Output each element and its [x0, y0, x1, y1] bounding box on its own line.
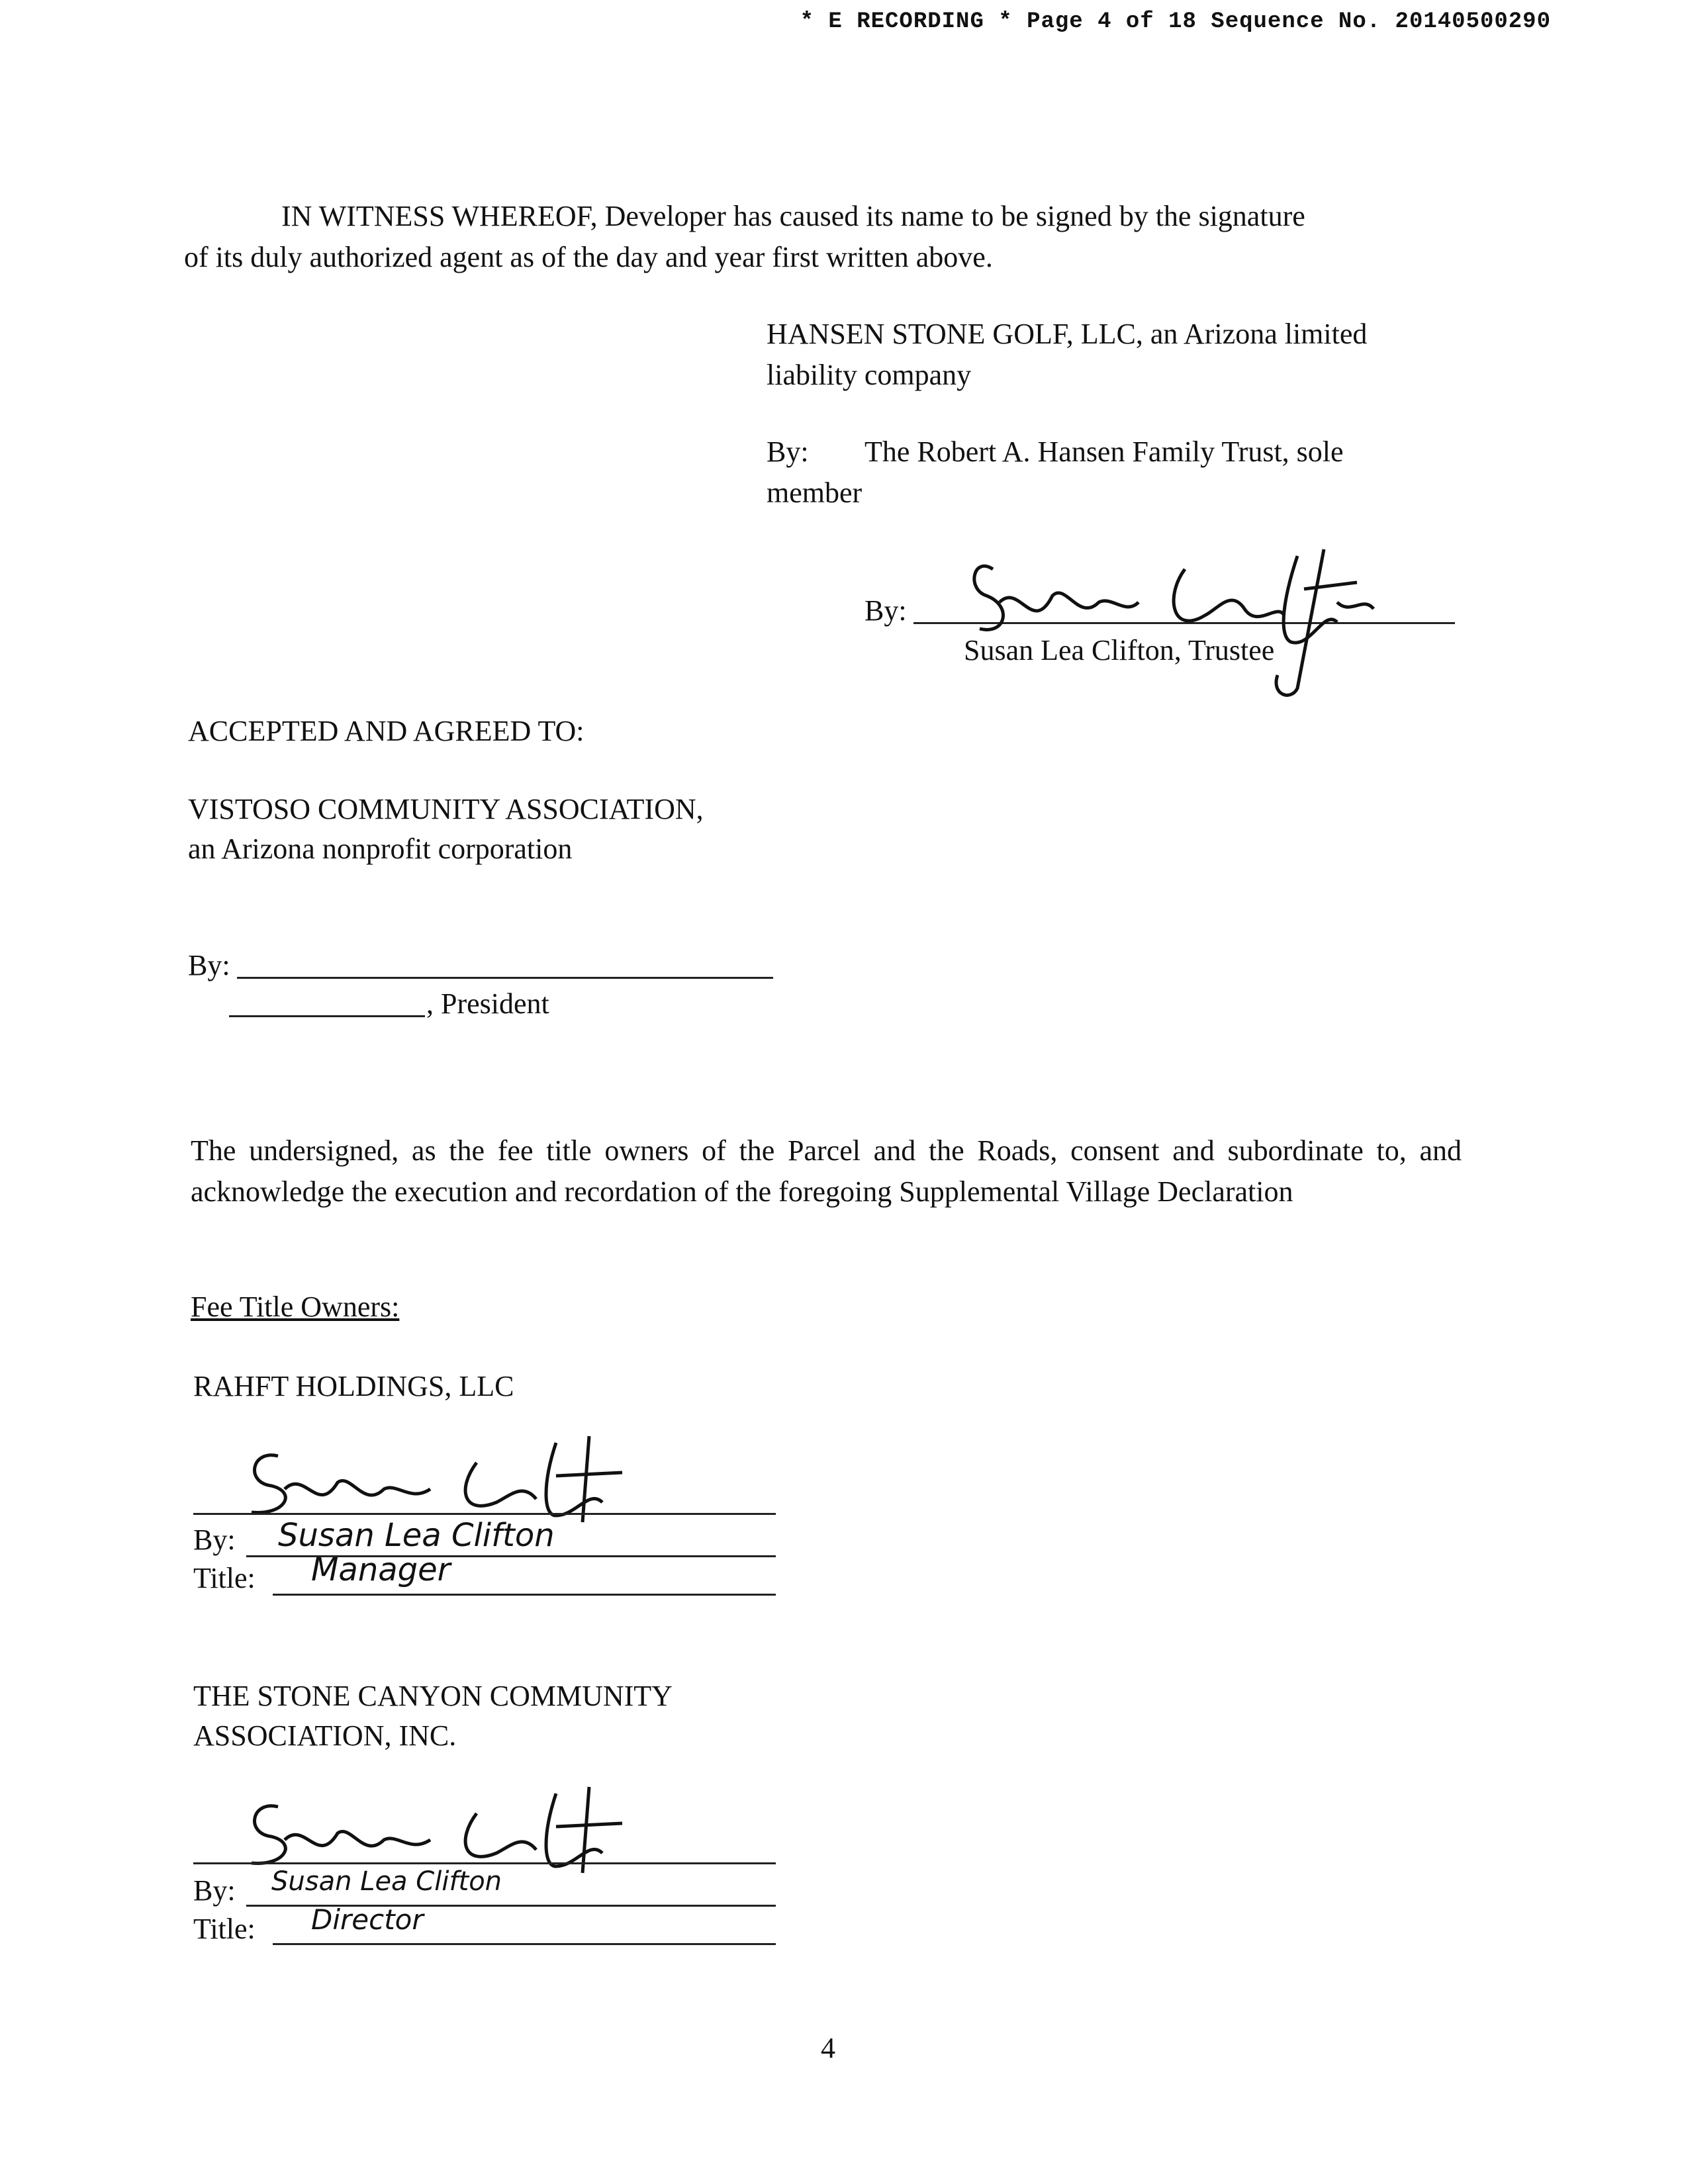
- accepted-by-label: By:: [188, 949, 230, 981]
- owner2-name-line-1: THE STONE CANYON COMMUNITY: [193, 1680, 673, 1712]
- owner1-by-handwritten: Susan Lea Clifton: [278, 1517, 555, 1554]
- witness-line-2: of its duly authorized agent as of the day and year first written above.: [184, 241, 993, 273]
- witness-line-1: IN WITNESS WHEREOF, Developer has caused its name to be signed by the signature: [281, 200, 1305, 232]
- developer-by-member-line-1: The Robert A. Hansen Family Trust, sole: [864, 435, 1344, 468]
- owner2-signature-line: [193, 1862, 776, 1864]
- owner1-title-label: Title:: [193, 1562, 256, 1594]
- owner2-title-label: Title:: [193, 1913, 256, 1945]
- owner2-by-label: By:: [193, 1874, 236, 1907]
- owner1-signature-line: [193, 1513, 776, 1515]
- owner1-title-line: [273, 1594, 776, 1596]
- owner2-title-handwritten: Director: [311, 1903, 424, 1936]
- consent-paragraph: The undersigned, as the fee title owners of the Parcel and the Roads, consent and subordinate to, and acknowledge the execution and recordation of the foregoing Supplemental Village Declaration: [191, 1134, 1462, 1208]
- developer-name-line-2: liability company: [767, 359, 972, 391]
- owner1-title-handwritten: Manager: [311, 1551, 451, 1588]
- owner2-title-line: [273, 1943, 776, 1945]
- accepted-name-blank: [229, 1015, 425, 1017]
- accepted-signature-line: [237, 977, 773, 979]
- accepted-title-suffix: , President: [426, 987, 549, 1020]
- accepted-org-line-2: an Arizona nonprofit corporation: [188, 833, 573, 865]
- page-number: 4: [821, 2032, 835, 2064]
- developer-by-label: By:: [767, 435, 809, 468]
- fee-owners-heading: Fee Title Owners:: [191, 1291, 400, 1323]
- owner1-by-label: By:: [193, 1524, 236, 1556]
- developer-signer-name: Susan Lea Clifton, Trustee: [964, 634, 1275, 666]
- developer-by-member-line-2: member: [767, 477, 863, 509]
- owner2-by-handwritten: Susan Lea Clifton: [271, 1866, 502, 1897]
- developer-signer-by-label: By:: [864, 594, 907, 627]
- developer-name-line-1: HANSEN STONE GOLF, LLC, an Arizona limited: [767, 318, 1368, 350]
- accepted-org-line-1: VISTOSO COMMUNITY ASSOCIATION,: [188, 793, 704, 825]
- accepted-heading: ACCEPTED AND AGREED TO:: [188, 715, 584, 747]
- owner2-name-line-2: ASSOCIATION, INC.: [193, 1719, 457, 1752]
- developer-signature: [966, 543, 1377, 702]
- owner1-name: RAHFT HOLDINGS, LLC: [193, 1370, 514, 1402]
- recording-header: * E RECORDING * Page 4 of 18 Sequence No. 20140500290: [800, 9, 1551, 34]
